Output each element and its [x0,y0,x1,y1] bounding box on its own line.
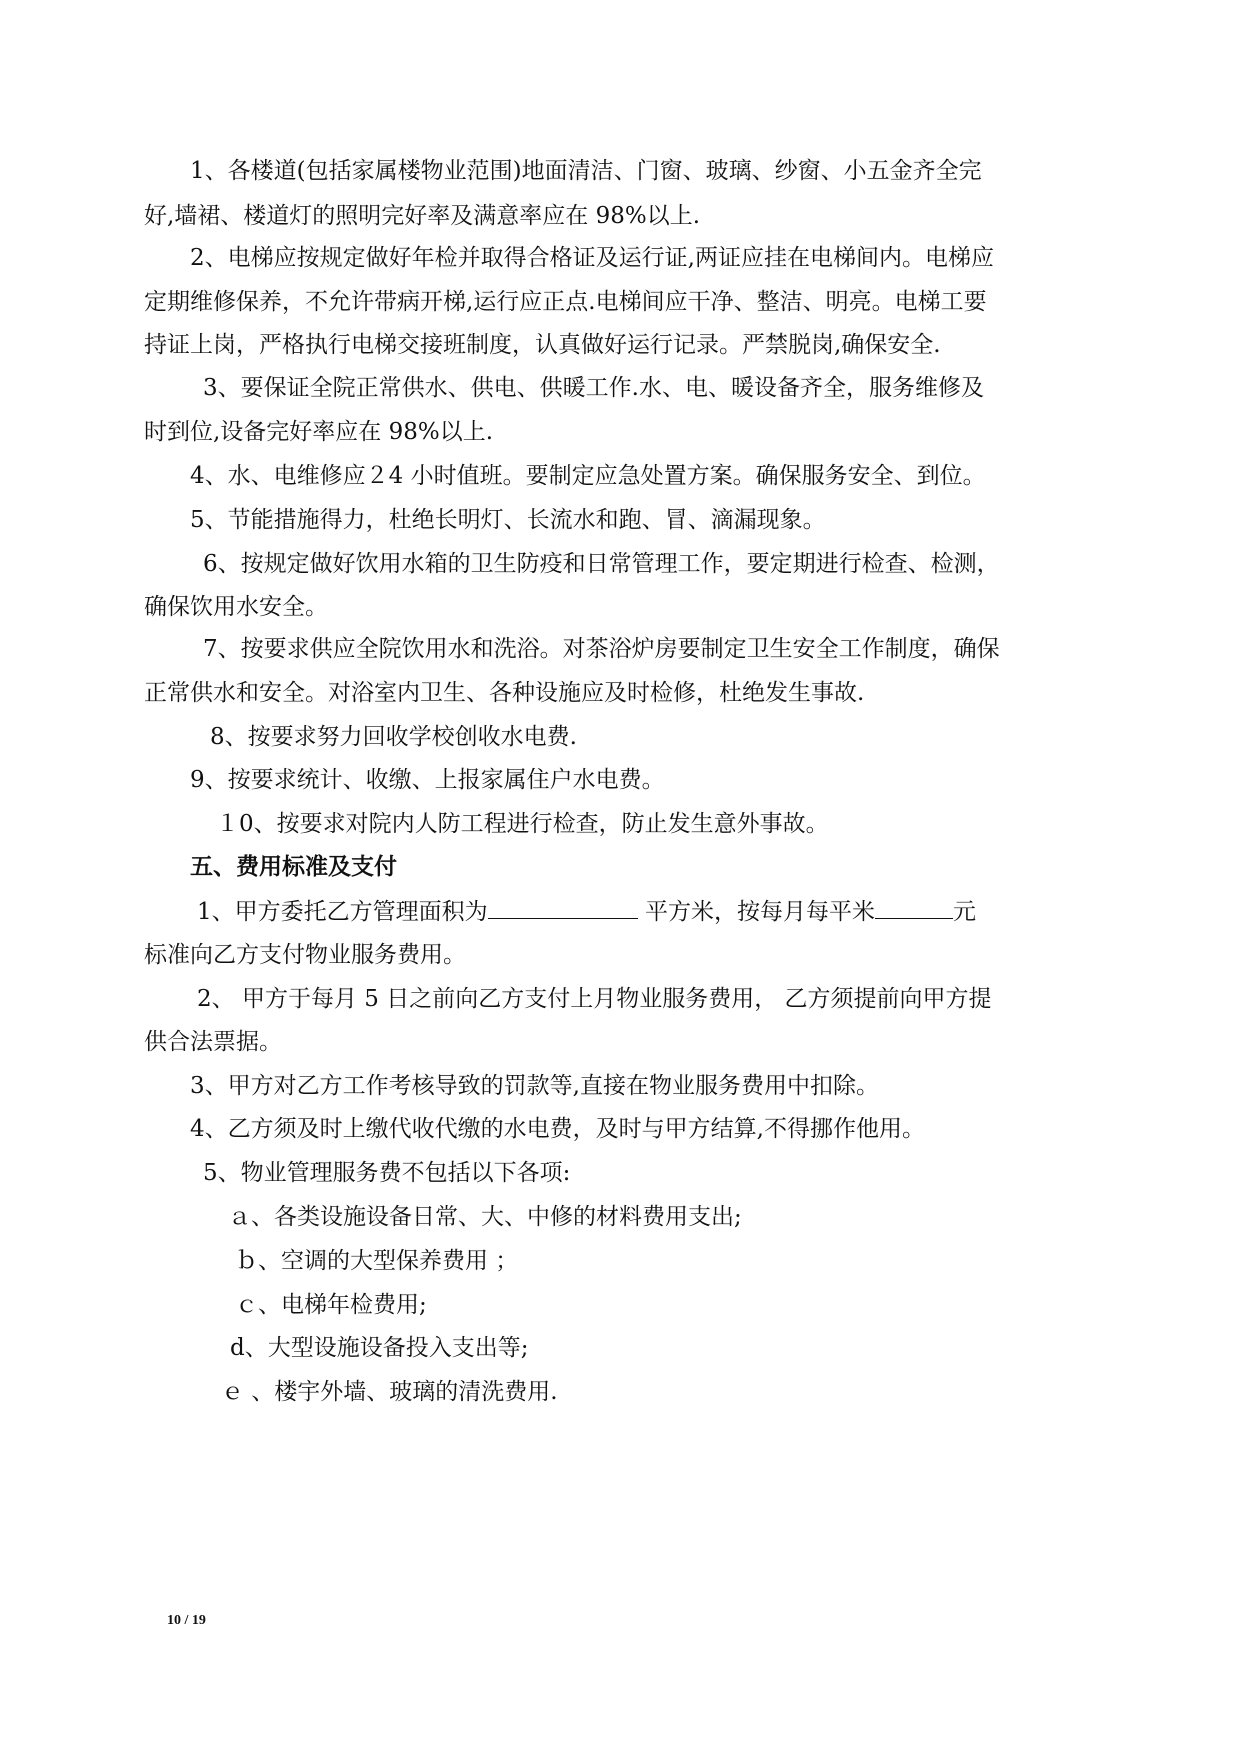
s5-sub-a: ａ、各类设施设备日常、大、中修的材料费用支出; [228,1204,742,1230]
s5-item3: 3、甲方对乙方工作考核导致的罚款等,直接在物业服务费用中扣除。 [190,1073,879,1099]
s5-sub-e: ｅ 、楼宇外墙、玻璃的清洗费用. [221,1379,558,1405]
s4-item1-line2: 好,墙裙、楼道灯的照明完好率及满意率应在 98%以上. [144,203,701,229]
s4-item3-line1: 3、要保证全院正常供水、供电、供暖工作.水、电、暖设备齐全，服务维修及 [203,375,984,401]
page-number: 10 / 19 [167,1613,206,1628]
s4-item9: 9、按要求统计、收缴、上报家属住户水电费。 [190,767,665,793]
s5-sub-d: d、大型设施设备投入支出等; [230,1335,529,1361]
s5-sub-b: ｂ、空调的大型保养费用 ； [235,1248,519,1274]
s4-item4: 4、水、电维修应２4 小时值班。要制定应急处置方案。确保服务安全、到位。 [190,463,986,489]
area-blank [488,896,638,919]
price-blank [875,896,953,919]
s4-item7-line2: 正常供水和安全。对浴室内卫生、各种设施应及时检修，杜绝发生事故. [144,680,865,706]
s5-item1-text-a: 1、甲方委托乙方管理面积为 [197,899,488,925]
s4-item3-line2: 时到位,设备完好率应在 98%以上. [144,419,494,445]
s5-sub-c: ｃ、电梯年检费用; [235,1292,427,1318]
s5-item2-line1: 2、 甲方于每月 5 日之前向乙方支付上月物业服务费用， 乙方须提前向甲方提 [197,986,992,1012]
s5-item2-line2: 供合法票据。 [144,1029,282,1055]
s4-item6-line1: 6、按规定做好饮用水箱的卫生防疫和日常管理工作，要定期进行检查、检测， [203,551,1000,577]
s4-item2-line3: 持证上岗，严格执行电梯交接班制度，认真做好运行记录。严禁脱岗,确保安全. [144,332,941,358]
s4-item5: 5、节能措施得力，杜绝长明灯、长流水和跑、冒、滴漏现象。 [190,507,826,533]
s5-item1-text-c: 元 [952,899,976,925]
s4-item6-line2: 确保饮用水安全。 [144,594,328,620]
s4-item1-line1: 1、各楼道(包括家属楼物业范围)地面清洁、门窗、玻璃、纱窗、小五金齐全完 [190,158,982,184]
s4-item8: 8、按要求努力回收学校创收水电费. [210,724,577,750]
s5-item1-line1 [197,896,976,927]
s4-item2-line1: 2、电梯应按规定做好年检并取得合格证及运行证,两证应挂在电梯间内。电梯应 [190,245,994,271]
s5-item1-line2: 标准向乙方支付物业服务费用。 [144,942,466,968]
section5-heading: 五、费用标准及支付 [190,853,397,880]
s4-item2-line2: 定期维修保养，不允许带病开梯,运行应正点.电梯间应干净、整洁、明亮。电梯工要 [144,289,987,315]
s4-item10: １0、按要求对院内人防工程进行检查，防止发生意外事故。 [216,811,829,837]
s5-item5: 5、物业管理服务费不包括以下各项: [203,1160,571,1186]
s5-item4: 4、乙方须及时上缴代收代缴的水电费，及时与甲方结算,不得挪作他用。 [190,1116,925,1142]
s4-item7-line1: 7、按要求供应全院饮用水和洗浴。对茶浴炉房要制定卫生安全工作制度，确保 [203,636,1000,662]
s5-item1-text-b: 平方米，按每月每平米 [644,899,875,925]
